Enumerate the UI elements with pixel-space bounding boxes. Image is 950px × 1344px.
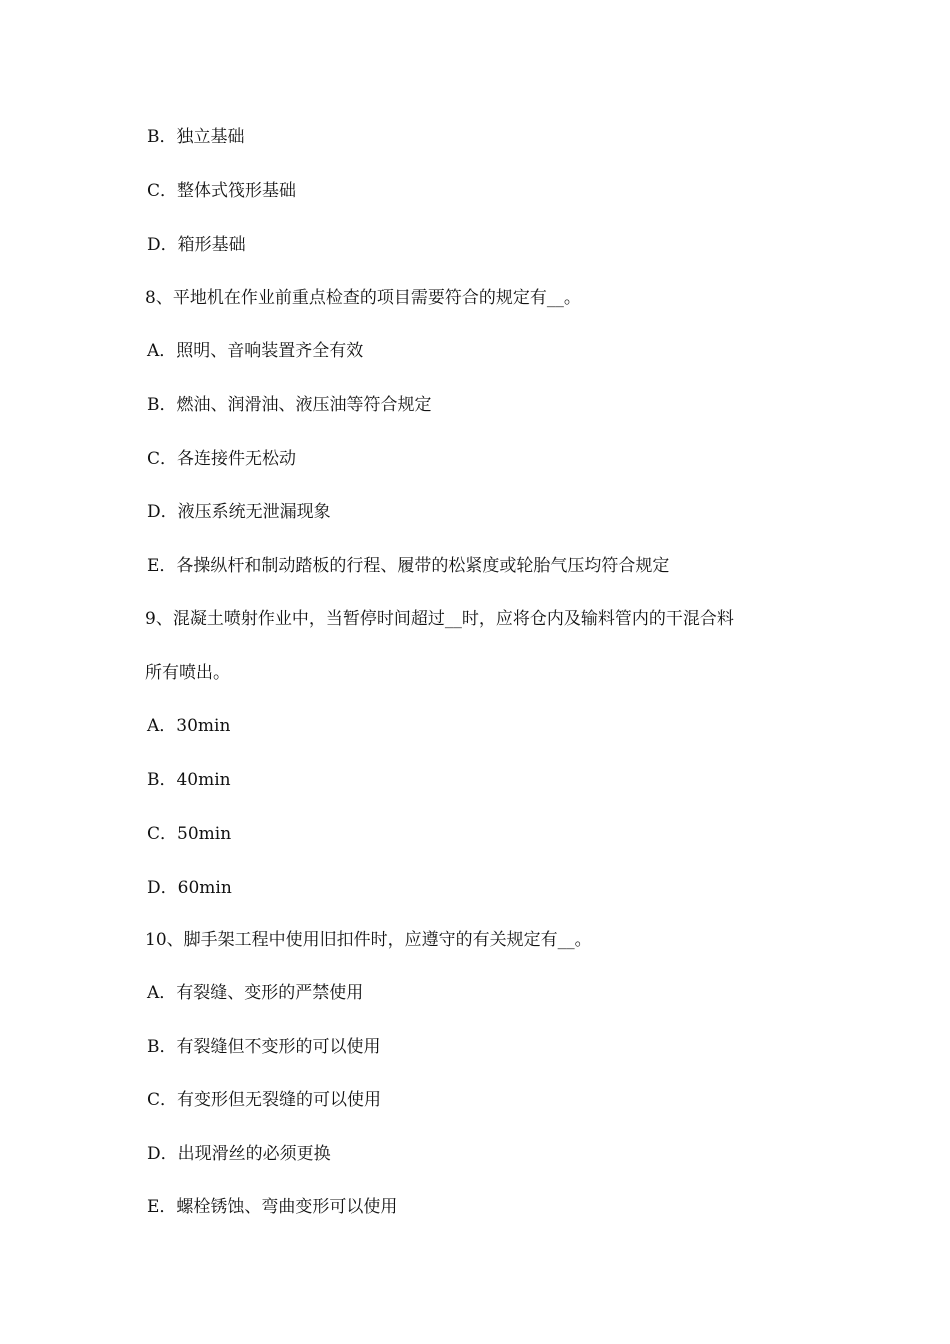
option-b-line: B．独立基础: [147, 127, 245, 147]
option-b-line: B．有裂缝但不变形的可以使用: [147, 1037, 381, 1057]
option-c-line: C．有变形但无裂缝的可以使用: [147, 1090, 382, 1110]
option-d-line: D．箱形基础: [147, 235, 246, 255]
option-a-line: A．30min: [147, 716, 231, 736]
option-e-line: E．各操纵杆和制动踏板的行程、履带的松紧度或轮胎气压均符合规定: [147, 556, 670, 576]
option-b-line: B．燃油、润滑油、液压油等符合规定: [147, 395, 432, 415]
option-c-line: C．整体式筏形基础: [147, 181, 297, 201]
option-c-line: C．各连接件无松动: [147, 449, 297, 469]
question-10: 10、脚手架工程中使用旧扣件时，应遵守的有关规定有__。: [145, 930, 592, 950]
option-e-line: E．螺栓锈蚀、弯曲变形可以使用: [147, 1197, 398, 1217]
option-d-line: D．出现滑丝的必须更换: [147, 1144, 331, 1164]
option-b-line: B．40min: [147, 770, 231, 790]
option-d-line: D．60min: [147, 878, 232, 898]
option-c-line: C．50min: [147, 824, 232, 844]
question-9: 9、混凝土喷射作业中，当暂停时间超过__时，应将仓内及输料管内的干混合料: [145, 609, 734, 629]
option-a-line: A．有裂缝、变形的严禁使用: [147, 983, 364, 1003]
option-d-line: D．液压系统无泄漏现象: [147, 502, 331, 522]
option-a-line: A．照明、音响装置齐全有效: [147, 341, 364, 361]
question-8: 8、平地机在作业前重点检查的项目需要符合的规定有__。: [145, 288, 581, 308]
question-9-continuation: 所有喷出。: [145, 663, 230, 683]
